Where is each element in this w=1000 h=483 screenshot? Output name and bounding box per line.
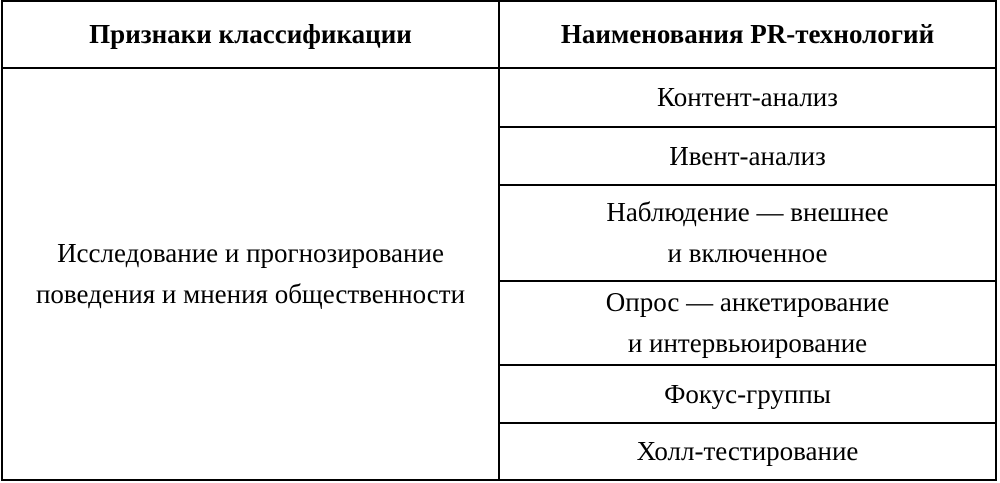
technology-row xyxy=(500,424,995,479)
technology-label: Опрос — анкетирование xyxy=(605,287,890,317)
technology-label: и интервьюирование xyxy=(627,328,868,358)
header-technologies xyxy=(500,2,995,67)
technology-label: Ивент-анализ xyxy=(669,140,826,171)
technology-label: Фокус-группы xyxy=(664,378,831,409)
category-cell xyxy=(3,69,498,479)
technology-label: Наблюдение — внешнее xyxy=(606,197,889,227)
header-classification-label: Признаки классификации xyxy=(89,19,412,49)
technology-label: Контент-анализ xyxy=(657,82,838,112)
technology-row xyxy=(500,366,995,422)
header-technologies-label: Наименования PR-технологий xyxy=(560,19,935,49)
technology-row xyxy=(500,186,995,280)
header-classification xyxy=(3,2,498,67)
technology-label: и включенное xyxy=(667,238,828,268)
category-line: поведения и мнения общественности xyxy=(35,279,466,309)
technology-row xyxy=(500,282,995,364)
technology-row xyxy=(500,128,995,184)
category-line: Исследование и прогнозирование xyxy=(57,238,444,268)
technology-label: Холл-тестирование xyxy=(636,436,859,466)
technology-row xyxy=(500,69,995,126)
